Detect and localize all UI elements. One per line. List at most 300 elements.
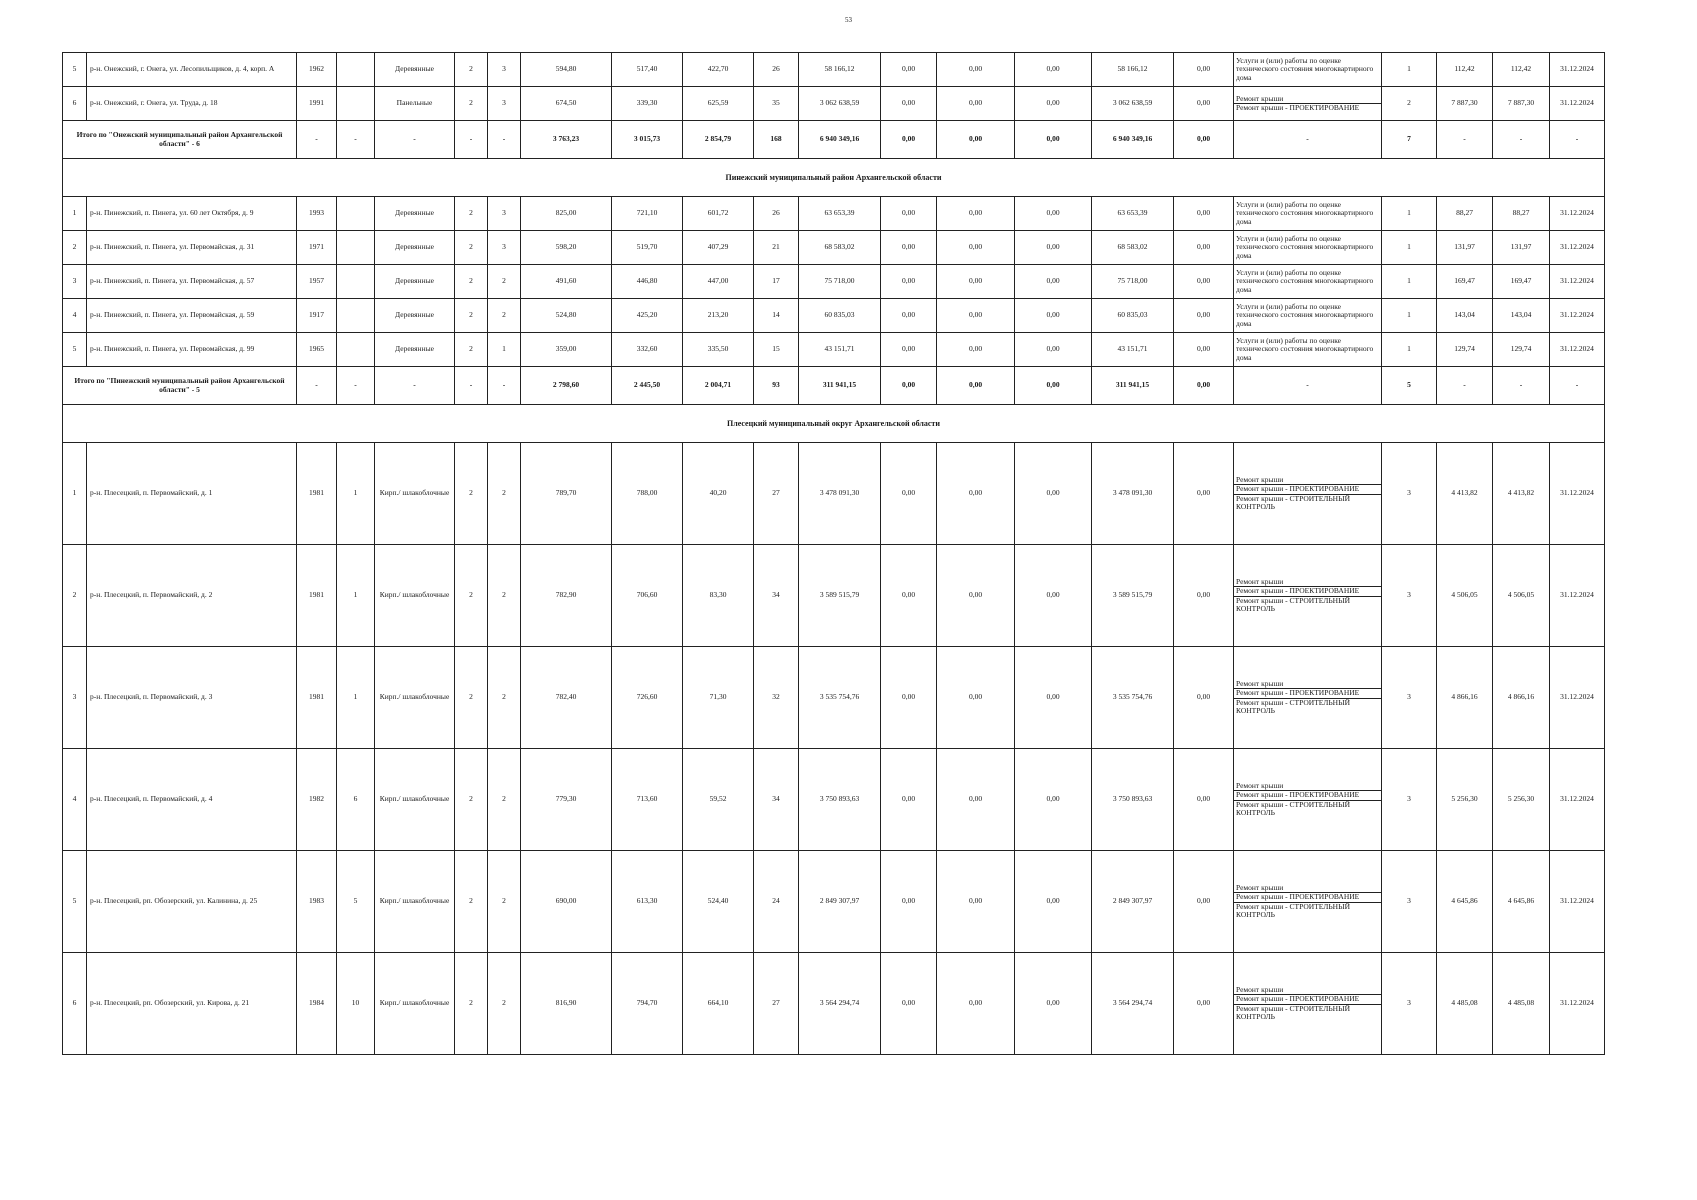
work-item: Услуги и (или) работы по оценке технического состояния многоквартирного дома bbox=[1236, 200, 1374, 226]
work-item: Ремонт крыши - СТРОИТЕЛЬНЫЙ КОНТРОЛЬ bbox=[1234, 698, 1381, 716]
row-number: 5 bbox=[63, 53, 87, 87]
cell-area-own: 40,20 bbox=[683, 443, 754, 545]
cell-residents: 35 bbox=[754, 87, 799, 121]
cell-c1: 0,00 bbox=[881, 647, 937, 749]
cell-c2: 0,00 bbox=[937, 443, 1015, 545]
works-cell bbox=[1234, 443, 1382, 545]
cell-c4: 60 835,03 bbox=[1092, 299, 1174, 333]
cell-area-own: 422,70 bbox=[683, 53, 754, 87]
cell-c5: 0,00 bbox=[1174, 443, 1234, 545]
cell-floors: 2 bbox=[455, 647, 488, 749]
cell-c3: 0,00 bbox=[1015, 299, 1092, 333]
total-area-res: 3 015,73 bbox=[612, 121, 683, 159]
cell-max-cost: 112,42 bbox=[1493, 53, 1550, 87]
cell-col3: 1 bbox=[337, 647, 375, 749]
row-address: р-н. Пинежский, п. Пинега, ул. Первомайская, д. 99 bbox=[87, 333, 297, 367]
cell-area-res: 425,20 bbox=[612, 299, 683, 333]
cell-c2: 0,00 bbox=[937, 87, 1015, 121]
work-item: Услуги и (или) работы по оценке технического состояния многоквартирного дома bbox=[1236, 302, 1374, 328]
cell-c3: 0,00 bbox=[1015, 265, 1092, 299]
register-body bbox=[63, 53, 1605, 1055]
works-list bbox=[1234, 201, 1381, 226]
table-row bbox=[63, 265, 1605, 299]
cell-col3: 6 bbox=[337, 749, 375, 851]
cell-year: 1981 bbox=[297, 443, 337, 545]
row-address: р-н. Онежский, г. Онега, ул. Лесопильщиков, д. 4, корп. А bbox=[87, 53, 297, 87]
cell-c2: 0,00 bbox=[937, 545, 1015, 647]
page-number: 53 bbox=[845, 16, 852, 24]
cell-entrances: 2 bbox=[488, 299, 521, 333]
cell-c4: 3 564 294,74 bbox=[1092, 953, 1174, 1055]
cell-material: Деревянные bbox=[375, 299, 455, 333]
cell-deadline: 31.12.2024 bbox=[1550, 953, 1605, 1055]
cell-c3: 0,00 bbox=[1015, 851, 1092, 953]
total-area-res: 2 445,50 bbox=[612, 367, 683, 405]
row-address: р-н. Онежский, г. Онега, ул. Труда, д. 18 bbox=[87, 87, 297, 121]
cell-cost-total: 60 835,03 bbox=[799, 299, 881, 333]
row-number: 5 bbox=[63, 333, 87, 367]
works-list bbox=[1234, 235, 1381, 260]
cell-c2: 0,00 bbox=[937, 953, 1015, 1055]
total-deadline: - bbox=[1550, 121, 1605, 159]
row-number: 2 bbox=[63, 545, 87, 647]
cell-entrances: 2 bbox=[488, 953, 521, 1055]
works-list bbox=[1234, 95, 1381, 113]
cell-year: 1993 bbox=[297, 197, 337, 231]
cell-deadline: 31.12.2024 bbox=[1550, 265, 1605, 299]
cell-year: 1962 bbox=[297, 53, 337, 87]
cell-max-cost: 169,47 bbox=[1493, 265, 1550, 299]
works-list bbox=[1234, 269, 1381, 294]
cell-unit-cost: 4 645,86 bbox=[1437, 851, 1493, 953]
cell-material: Кирп./ шлакоблочные bbox=[375, 647, 455, 749]
cell-entrances: 1 bbox=[488, 333, 521, 367]
work-item: Услуги и (или) работы по оценке технического состояния многоквартирного дома bbox=[1236, 56, 1374, 82]
works-cell bbox=[1234, 231, 1382, 265]
row-number: 2 bbox=[63, 231, 87, 265]
cell-area-own: 59,52 bbox=[683, 749, 754, 851]
cell-deadline: 31.12.2024 bbox=[1550, 197, 1605, 231]
total-entrances: - bbox=[488, 121, 521, 159]
works-cell bbox=[1234, 749, 1382, 851]
cell-residents: 17 bbox=[754, 265, 799, 299]
total-area-own: 2 004,71 bbox=[683, 367, 754, 405]
cell-c3: 0,00 bbox=[1015, 749, 1092, 851]
cell-max-cost: 131,97 bbox=[1493, 231, 1550, 265]
work-item: Ремонт крыши - ПРОЕКТИРОВАНИЕ bbox=[1234, 994, 1381, 1003]
cell-floors: 2 bbox=[455, 265, 488, 299]
cell-floors: 2 bbox=[455, 851, 488, 953]
cell-year: 1965 bbox=[297, 333, 337, 367]
cell-works-count: 3 bbox=[1382, 443, 1437, 545]
cell-unit-cost: 129,74 bbox=[1437, 333, 1493, 367]
work-item: Ремонт крыши - ПРОЕКТИРОВАНИЕ bbox=[1234, 688, 1381, 697]
works-list bbox=[1234, 337, 1381, 362]
cell-c4: 75 718,00 bbox=[1092, 265, 1174, 299]
cell-deadline: 31.12.2024 bbox=[1550, 443, 1605, 545]
cell-cost-total: 3 062 638,59 bbox=[799, 87, 881, 121]
works-cell bbox=[1234, 647, 1382, 749]
cell-c4: 63 653,39 bbox=[1092, 197, 1174, 231]
cell-area-own: 524,40 bbox=[683, 851, 754, 953]
cell-cost-total: 3 478 091,30 bbox=[799, 443, 881, 545]
total-max-cost: - bbox=[1493, 121, 1550, 159]
cell-c2: 0,00 bbox=[937, 333, 1015, 367]
cell-max-cost: 88,27 bbox=[1493, 197, 1550, 231]
works-cell bbox=[1234, 53, 1382, 87]
cell-col3 bbox=[337, 231, 375, 265]
work-item: Ремонт крыши - СТРОИТЕЛЬНЫЙ КОНТРОЛЬ bbox=[1234, 596, 1381, 614]
cell-residents: 24 bbox=[754, 851, 799, 953]
total-year: - bbox=[297, 367, 337, 405]
cell-c1: 0,00 bbox=[881, 545, 937, 647]
total-works: - bbox=[1234, 367, 1382, 405]
cell-c5: 0,00 bbox=[1174, 231, 1234, 265]
cell-material: Кирп./ шлакоблочные bbox=[375, 851, 455, 953]
cell-col3: 1 bbox=[337, 443, 375, 545]
cell-c2: 0,00 bbox=[937, 265, 1015, 299]
cell-year: 1983 bbox=[297, 851, 337, 953]
cell-c4: 3 535 754,76 bbox=[1092, 647, 1174, 749]
cell-cost-total: 75 718,00 bbox=[799, 265, 881, 299]
work-item: Ремонт крыши bbox=[1236, 475, 1284, 484]
cell-c2: 0,00 bbox=[937, 647, 1015, 749]
cell-material: Деревянные bbox=[375, 265, 455, 299]
cell-unit-cost: 4 866,16 bbox=[1437, 647, 1493, 749]
cell-entrances: 2 bbox=[488, 443, 521, 545]
cell-entrances: 3 bbox=[488, 197, 521, 231]
cell-year: 1917 bbox=[297, 299, 337, 333]
total-c2: 0,00 bbox=[937, 121, 1015, 159]
register-table bbox=[62, 52, 1605, 1055]
cell-col3: 1 bbox=[337, 545, 375, 647]
total-col3: - bbox=[337, 121, 375, 159]
cell-c3: 0,00 bbox=[1015, 953, 1092, 1055]
cell-year: 1982 bbox=[297, 749, 337, 851]
total-deadline: - bbox=[1550, 367, 1605, 405]
work-item: Услуги и (или) работы по оценке технического состояния многоквартирного дома bbox=[1236, 336, 1374, 362]
cell-floors: 2 bbox=[455, 545, 488, 647]
total-unit-cost: - bbox=[1437, 367, 1493, 405]
row-number: 4 bbox=[63, 299, 87, 333]
total-row bbox=[63, 121, 1605, 159]
cell-area-total: 674,50 bbox=[521, 87, 612, 121]
cell-area-res: 721,10 bbox=[612, 197, 683, 231]
cell-c4: 3 750 893,63 bbox=[1092, 749, 1174, 851]
cell-max-cost: 143,04 bbox=[1493, 299, 1550, 333]
cell-deadline: 31.12.2024 bbox=[1550, 231, 1605, 265]
total-c1: 0,00 bbox=[881, 121, 937, 159]
works-list bbox=[1234, 986, 1381, 1021]
cell-area-res: 726,60 bbox=[612, 647, 683, 749]
cell-max-cost: 4 413,82 bbox=[1493, 443, 1550, 545]
cell-works-count: 1 bbox=[1382, 197, 1437, 231]
table-row bbox=[63, 53, 1605, 87]
cell-year: 1957 bbox=[297, 265, 337, 299]
total-works-count: 5 bbox=[1382, 367, 1437, 405]
cell-c1: 0,00 bbox=[881, 333, 937, 367]
cell-residents: 34 bbox=[754, 749, 799, 851]
cell-c5: 0,00 bbox=[1174, 953, 1234, 1055]
table-row bbox=[63, 231, 1605, 265]
total-floors: - bbox=[455, 367, 488, 405]
table-row bbox=[63, 647, 1605, 749]
table-row bbox=[63, 545, 1605, 647]
cell-material: Деревянные bbox=[375, 53, 455, 87]
work-item: Ремонт крыши - ПРОЕКТИРОВАНИЕ bbox=[1234, 892, 1381, 901]
cell-unit-cost: 7 887,30 bbox=[1437, 87, 1493, 121]
row-number: 6 bbox=[63, 953, 87, 1055]
cell-area-total: 359,00 bbox=[521, 333, 612, 367]
table-row bbox=[63, 443, 1605, 545]
work-item: Ремонт крыши - ПРОЕКТИРОВАНИЕ bbox=[1234, 484, 1381, 493]
cell-c1: 0,00 bbox=[881, 231, 937, 265]
cell-c3: 0,00 bbox=[1015, 53, 1092, 87]
cell-cost-total: 68 583,02 bbox=[799, 231, 881, 265]
total-residents: 168 bbox=[754, 121, 799, 159]
cell-residents: 15 bbox=[754, 333, 799, 367]
cell-c2: 0,00 bbox=[937, 197, 1015, 231]
cell-residents: 27 bbox=[754, 443, 799, 545]
cell-max-cost: 7 887,30 bbox=[1493, 87, 1550, 121]
cell-c5: 0,00 bbox=[1174, 333, 1234, 367]
total-label: Итого по "Онежский муниципальный район Архангельской области" - 6 bbox=[63, 121, 297, 159]
cell-area-own: 83,30 bbox=[683, 545, 754, 647]
cell-area-total: 690,00 bbox=[521, 851, 612, 953]
work-item: Услуги и (или) работы по оценке технического состояния многоквартирного дома bbox=[1236, 268, 1374, 294]
cell-area-res: 794,70 bbox=[612, 953, 683, 1055]
works-list bbox=[1234, 884, 1381, 919]
cell-cost-total: 2 849 307,97 bbox=[799, 851, 881, 953]
cell-cost-total: 3 535 754,76 bbox=[799, 647, 881, 749]
cell-entrances: 2 bbox=[488, 851, 521, 953]
cell-entrances: 2 bbox=[488, 545, 521, 647]
cell-area-res: 519,70 bbox=[612, 231, 683, 265]
cell-c3: 0,00 bbox=[1015, 197, 1092, 231]
total-c2: 0,00 bbox=[937, 367, 1015, 405]
cell-c1: 0,00 bbox=[881, 953, 937, 1055]
cell-material: Деревянные bbox=[375, 333, 455, 367]
cell-works-count: 1 bbox=[1382, 299, 1437, 333]
row-number: 1 bbox=[63, 197, 87, 231]
total-max-cost: - bbox=[1493, 367, 1550, 405]
cell-c1: 0,00 bbox=[881, 299, 937, 333]
row-address: р-н. Плесецкий, рп. Обозерский, ул. Калинина, д. 25 bbox=[87, 851, 297, 953]
cell-works-count: 3 bbox=[1382, 953, 1437, 1055]
cell-cost-total: 43 151,71 bbox=[799, 333, 881, 367]
cell-deadline: 31.12.2024 bbox=[1550, 333, 1605, 367]
table-row bbox=[63, 749, 1605, 851]
cell-col3 bbox=[337, 87, 375, 121]
cell-area-own: 625,59 bbox=[683, 87, 754, 121]
cell-c2: 0,00 bbox=[937, 231, 1015, 265]
cell-year: 1981 bbox=[297, 545, 337, 647]
total-c1: 0,00 bbox=[881, 367, 937, 405]
cell-area-own: 447,00 bbox=[683, 265, 754, 299]
cell-area-total: 524,80 bbox=[521, 299, 612, 333]
cell-year: 1991 bbox=[297, 87, 337, 121]
cell-floors: 2 bbox=[455, 53, 488, 87]
cell-residents: 14 bbox=[754, 299, 799, 333]
cell-c5: 0,00 bbox=[1174, 53, 1234, 87]
cell-residents: 26 bbox=[754, 197, 799, 231]
cell-c2: 0,00 bbox=[937, 299, 1015, 333]
work-item: Ремонт крыши - ПРОЕКТИРОВАНИЕ bbox=[1234, 586, 1381, 595]
cell-c4: 43 151,71 bbox=[1092, 333, 1174, 367]
row-address: р-н. Плесецкий, п. Первомайский, д. 2 bbox=[87, 545, 297, 647]
cell-c3: 0,00 bbox=[1015, 231, 1092, 265]
cell-c2: 0,00 bbox=[937, 749, 1015, 851]
cell-area-own: 407,29 bbox=[683, 231, 754, 265]
cell-deadline: 31.12.2024 bbox=[1550, 53, 1605, 87]
work-item: Услуги и (или) работы по оценке технического состояния многоквартирного дома bbox=[1236, 234, 1374, 260]
cell-floors: 2 bbox=[455, 299, 488, 333]
cell-unit-cost: 4 506,05 bbox=[1437, 545, 1493, 647]
table-row bbox=[63, 953, 1605, 1055]
cell-area-total: 598,20 bbox=[521, 231, 612, 265]
cell-c1: 0,00 bbox=[881, 53, 937, 87]
cell-entrances: 3 bbox=[488, 53, 521, 87]
cell-deadline: 31.12.2024 bbox=[1550, 87, 1605, 121]
cell-deadline: 31.12.2024 bbox=[1550, 299, 1605, 333]
work-item: Ремонт крыши - ПРОЕКТИРОВАНИЕ bbox=[1234, 103, 1381, 112]
total-area-own: 2 854,79 bbox=[683, 121, 754, 159]
cell-area-total: 816,90 bbox=[521, 953, 612, 1055]
cell-max-cost: 4 866,16 bbox=[1493, 647, 1550, 749]
cell-residents: 34 bbox=[754, 545, 799, 647]
cell-deadline: 31.12.2024 bbox=[1550, 545, 1605, 647]
cell-unit-cost: 169,47 bbox=[1437, 265, 1493, 299]
cell-col3 bbox=[337, 299, 375, 333]
cell-floors: 2 bbox=[455, 231, 488, 265]
cell-cost-total: 3 589 515,79 bbox=[799, 545, 881, 647]
cell-entrances: 2 bbox=[488, 647, 521, 749]
total-works-count: 7 bbox=[1382, 121, 1437, 159]
work-item: Ремонт крыши bbox=[1236, 577, 1284, 586]
cell-c4: 58 166,12 bbox=[1092, 53, 1174, 87]
cell-works-count: 1 bbox=[1382, 53, 1437, 87]
cell-col3 bbox=[337, 53, 375, 87]
cell-material: Деревянные bbox=[375, 231, 455, 265]
works-cell bbox=[1234, 333, 1382, 367]
cell-residents: 26 bbox=[754, 53, 799, 87]
cell-works-count: 1 bbox=[1382, 333, 1437, 367]
works-cell bbox=[1234, 545, 1382, 647]
total-works: - bbox=[1234, 121, 1382, 159]
cell-deadline: 31.12.2024 bbox=[1550, 647, 1605, 749]
cell-material: Кирп./ шлакоблочные bbox=[375, 953, 455, 1055]
total-floors: - bbox=[455, 121, 488, 159]
section-header bbox=[63, 405, 1605, 443]
cell-c3: 0,00 bbox=[1015, 87, 1092, 121]
cell-residents: 27 bbox=[754, 953, 799, 1055]
row-address: р-н. Пинежский, п. Пинега, ул. 60 лет Октября, д. 9 bbox=[87, 197, 297, 231]
cell-c3: 0,00 bbox=[1015, 443, 1092, 545]
cell-col3: 5 bbox=[337, 851, 375, 953]
works-list bbox=[1234, 303, 1381, 328]
cell-c1: 0,00 bbox=[881, 265, 937, 299]
cell-residents: 21 bbox=[754, 231, 799, 265]
cell-col3 bbox=[337, 197, 375, 231]
cell-c1: 0,00 bbox=[881, 443, 937, 545]
cell-c5: 0,00 bbox=[1174, 545, 1234, 647]
table-row bbox=[63, 197, 1605, 231]
total-c4: 311 941,15 bbox=[1092, 367, 1174, 405]
total-c5: 0,00 bbox=[1174, 121, 1234, 159]
works-list bbox=[1234, 578, 1381, 613]
cell-c3: 0,00 bbox=[1015, 647, 1092, 749]
cell-area-res: 339,30 bbox=[612, 87, 683, 121]
cell-year: 1981 bbox=[297, 647, 337, 749]
row-address: р-н. Плесецкий, п. Первомайский, д. 4 bbox=[87, 749, 297, 851]
row-number: 4 bbox=[63, 749, 87, 851]
section-header bbox=[63, 159, 1605, 197]
total-area-total: 2 798,60 bbox=[521, 367, 612, 405]
work-item: Ремонт крыши bbox=[1236, 883, 1284, 892]
cell-area-own: 71,30 bbox=[683, 647, 754, 749]
cell-material: Кирп./ шлакоблочные bbox=[375, 443, 455, 545]
total-c3: 0,00 bbox=[1015, 367, 1092, 405]
cell-cost-total: 3 750 893,63 bbox=[799, 749, 881, 851]
cell-unit-cost: 4 413,82 bbox=[1437, 443, 1493, 545]
row-number: 5 bbox=[63, 851, 87, 953]
cell-area-res: 446,80 bbox=[612, 265, 683, 299]
row-address: р-н. Пинежский, п. Пинега, ул. Первомайская, д. 31 bbox=[87, 231, 297, 265]
table-row bbox=[63, 851, 1605, 953]
total-material: - bbox=[375, 367, 455, 405]
cell-works-count: 3 bbox=[1382, 647, 1437, 749]
work-item: Ремонт крыши bbox=[1236, 781, 1284, 790]
cell-c1: 0,00 bbox=[881, 851, 937, 953]
cell-area-res: 613,30 bbox=[612, 851, 683, 953]
cell-c5: 0,00 bbox=[1174, 749, 1234, 851]
total-row bbox=[63, 367, 1605, 405]
works-list bbox=[1234, 57, 1381, 82]
works-cell bbox=[1234, 851, 1382, 953]
works-cell bbox=[1234, 299, 1382, 333]
row-address: р-н. Плесецкий, п. Первомайский, д. 3 bbox=[87, 647, 297, 749]
work-item: Ремонт крыши - СТРОИТЕЛЬНЫЙ КОНТРОЛЬ bbox=[1234, 800, 1381, 818]
cell-max-cost: 5 256,30 bbox=[1493, 749, 1550, 851]
work-item: Ремонт крыши - СТРОИТЕЛЬНЫЙ КОНТРОЛЬ bbox=[1234, 494, 1381, 512]
cell-area-total: 491,60 bbox=[521, 265, 612, 299]
row-number: 1 bbox=[63, 443, 87, 545]
cell-year: 1984 bbox=[297, 953, 337, 1055]
cell-cost-total: 3 564 294,74 bbox=[799, 953, 881, 1055]
cell-col3 bbox=[337, 333, 375, 367]
cell-c5: 0,00 bbox=[1174, 851, 1234, 953]
cell-area-total: 779,30 bbox=[521, 749, 612, 851]
cell-c1: 0,00 bbox=[881, 749, 937, 851]
row-number: 6 bbox=[63, 87, 87, 121]
cell-floors: 2 bbox=[455, 953, 488, 1055]
work-item: Ремонт крыши bbox=[1236, 679, 1284, 688]
cell-area-res: 332,60 bbox=[612, 333, 683, 367]
works-list bbox=[1234, 782, 1381, 817]
cell-c4: 3 062 638,59 bbox=[1092, 87, 1174, 121]
cell-works-count: 1 bbox=[1382, 231, 1437, 265]
total-unit-cost: - bbox=[1437, 121, 1493, 159]
total-c3: 0,00 bbox=[1015, 121, 1092, 159]
cell-works-count: 1 bbox=[1382, 265, 1437, 299]
section-title: Пинежский муниципальный район Архангельской области bbox=[63, 159, 1605, 197]
cell-c5: 0,00 bbox=[1174, 265, 1234, 299]
cell-c5: 0,00 bbox=[1174, 647, 1234, 749]
cell-c5: 0,00 bbox=[1174, 87, 1234, 121]
cell-c1: 0,00 bbox=[881, 87, 937, 121]
cell-unit-cost: 4 485,08 bbox=[1437, 953, 1493, 1055]
cell-area-res: 706,60 bbox=[612, 545, 683, 647]
